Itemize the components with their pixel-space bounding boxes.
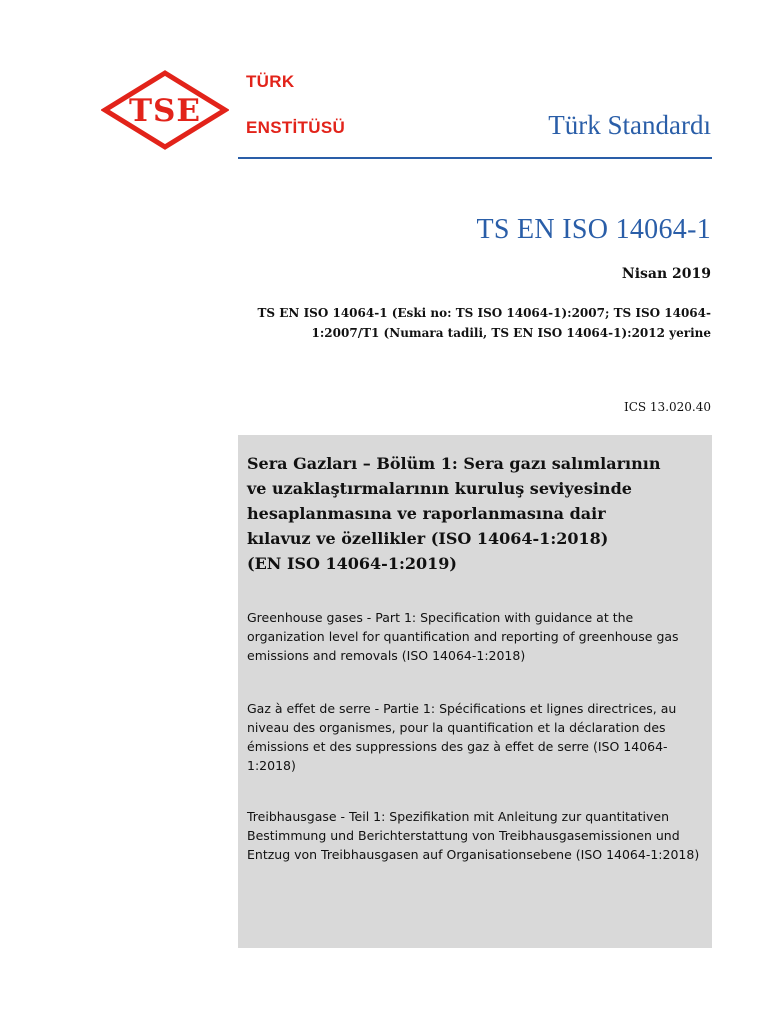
turkish-title-line: (EN ISO 14064-1:2019) [247,554,457,573]
publication-date: Nisan 2019 [621,266,711,282]
replaces-note: TS EN ISO 14064-1 (Eski no: TS ISO 14064-1):2007; TS ISO 14064-1:2007/T1 (Numara tadili, TS EN ISO 14064-1):2012 yerine [257,306,711,340]
english-title: Greenhouse gases - Part 1: Specification with guidance at the organization level for quantification and reporting of greenhouse gas emissions and removals (ISO 14064-1:2018) [247,610,679,663]
turkish-title-line: hesaplanmasına ve raporlanmasına dair [247,504,606,523]
title-box [238,435,712,948]
ics-code: ICS 13.020.40 [623,400,711,414]
document-type-title: Türk Standardı [548,110,711,140]
turkish-title [247,451,702,576]
turkish-title-line: ve uzaklaştırmalarının kuruluş seviyesinde [247,479,632,498]
german-title: Treibhausgase - Teil 1: Spezifikation mit Anleitung zur quantitativen Bestimmung und Berichterstattung von Treibhausgasemissionen und Entzug von Treibhausgasen auf Organisationsebene (ISO 14064-1:2018) [247,809,700,862]
svg-text:TSE: TSE [128,93,202,129]
org-name-line1: TÜRK [246,72,295,91]
tse-logo [101,70,229,150]
turkish-title-line: Sera Gazları – Bölüm 1: Sera gazı salımlarının [247,454,661,473]
header-divider [238,157,712,159]
org-name-line2: ENSTİTÜSÜ [246,118,346,137]
french-title: Gaz à effet de serre - Partie 1: Spécifications et lignes directrices, au niveau des organismes, pour la quantification et la déclaration des émissions et des suppressions des gaz à effet de serre (ISO 14064-1:2018) [247,701,677,773]
turkish-title-line: kılavuz ve özellikler (ISO 14064-1:2018) [247,529,609,548]
standard-number: TS EN ISO 14064-1 [476,214,711,245]
